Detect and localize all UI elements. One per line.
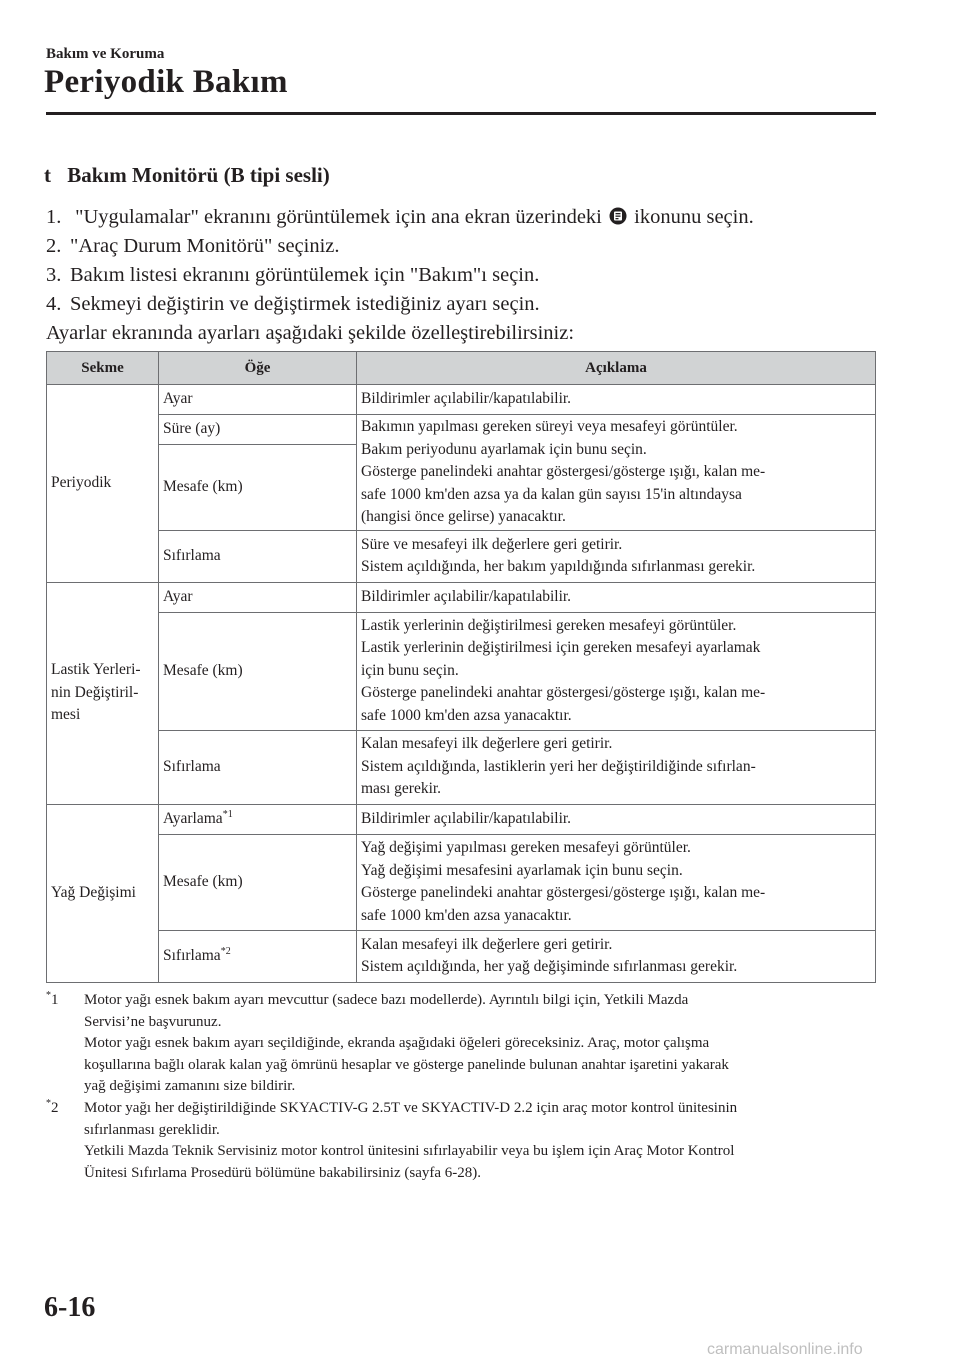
table-row <box>47 834 876 930</box>
item-text: Sıfırlama <box>163 946 221 964</box>
item-cell: Sıfırlama <box>159 730 357 804</box>
section-label: Bakım ve Koruma <box>46 46 165 62</box>
table-row <box>47 612 876 730</box>
table-header-row <box>47 352 876 385</box>
header-item: Öğe <box>159 352 357 385</box>
header-tab: Sekme <box>47 352 159 385</box>
page-title: Periyodik Bakım <box>44 64 288 100</box>
step-text: Sekmeyi değiştirin ve değiştirmek istediğiniz ayarı seçin. <box>70 293 540 315</box>
footnote-1 <box>46 990 876 1098</box>
step-2 <box>46 232 906 261</box>
intro-text: Ayarlar ekranında ayarları aşağıdaki şekilde özelleştirebilirsiniz: <box>46 322 575 344</box>
table-row <box>47 730 876 804</box>
item-cell: Ayar <box>159 385 357 415</box>
step-3 <box>46 261 906 290</box>
title-rule <box>46 112 876 115</box>
desc-cell: Bildirimler açılabilir/kapatılabilir. <box>357 385 876 415</box>
desc-cell: Bakımın yapılması gereken süreyi veya mesafeyi görüntüler. Bakım periyodunu ayarlamak için bunu seçin. Gösterge panelindeki anahtar göstergesi/gösterge ışığı, kalan me- safe 1000 km'den azsa ya da kalan gün sayısı 15'in altındaysa (hangisi önce gelirse) yanacaktır. <box>357 415 876 531</box>
item-cell: Mesafe (km) <box>159 612 357 730</box>
page-number: 6-16 <box>44 1292 96 1323</box>
table-row <box>47 415 876 445</box>
header-description: Açıklama <box>357 352 876 385</box>
subheading-text: Bakım Monitörü (B tipi sesli) <box>67 163 330 187</box>
footnote-star: * <box>46 990 51 1001</box>
table-row <box>47 804 876 834</box>
applications-icon <box>609 207 627 225</box>
desc-cell: Bildirimler açılabilir/kapatılabilir. <box>357 804 876 834</box>
step-4 <box>46 290 906 319</box>
item-cell: Süre (ay) <box>159 415 357 445</box>
item-cell: Mesafe (km) <box>159 445 357 530</box>
table-row <box>47 930 876 982</box>
step-1 <box>46 203 906 232</box>
desc-cell: Kalan mesafeyi ilk değerlere geri getirir. Sistem açıldığında, lastiklerin yeri her değiştirildiğinde sıfırlan- ması gerekir. <box>357 730 876 804</box>
item-cell: Ayar <box>159 582 357 612</box>
subheading-marker: t <box>44 163 51 187</box>
tab-cell: Periyodik <box>47 385 159 583</box>
desc-cell: Lastik yerlerinin değiştirilmesi gereken mesafeyi görüntüler. Lastik yerlerinin değiştirilmesi için gereken mesafeyi ayarlamak için bunu seçin. Gösterge panelindeki anahtar göstergesi/gösterge ışığı, kalan me- safe 1000 km'den azsa yanacaktır. <box>357 612 876 730</box>
footnotes <box>46 990 876 1184</box>
step-text: "Araç Durum Monitörü" seçiniz. <box>70 235 340 257</box>
item-cell: Mesafe (km) <box>159 834 357 930</box>
footnote-ref: *1 <box>222 808 233 820</box>
step-number: 3. <box>46 264 62 286</box>
step-text: "Uygulamalar" ekranını görüntülemek için ana ekran üzerindeki <box>75 206 602 228</box>
tab-cell: Lastik Yerleri- nin Değiştiril- mesi <box>47 582 159 804</box>
footnote-star: * <box>46 1097 51 1109</box>
step-text-end: ikonunu seçin. <box>634 206 754 228</box>
step-number: 2. <box>46 235 62 257</box>
step-number: 1. <box>46 206 62 228</box>
footnote-text: Motor yağı her değiştirildiğinde SKYACTIV-G 2.5T ve SKYACTIV-D 2.2 için araç motor kontrol ünitesinin sıfırlanması gereklidir. Yetkili Mazda Teknik Servisiniz motor kontrol ünitesini sıfırlayabilir veya bu işlem için Araç Motor Kontrol Ünitesi Sıfırlama Prosedürü bölümüne bakabilirsiniz (sayfa 6-28). <box>84 1099 738 1181</box>
footnote-2 <box>46 1098 876 1184</box>
table-row <box>47 530 876 582</box>
footnote-ref: *2 <box>220 945 231 957</box>
desc-cell: Yağ değişimi yapılması gereken mesafeyi görüntüler. Yağ değişimi mesafesini ayarlamak için bunu seçin. Gösterge panelindeki anahtar göstergesi/gösterge ışığı, kalan me- safe 1000 km'den azsa yanacaktır. <box>357 834 876 930</box>
steps-list <box>46 203 906 348</box>
subheading <box>44 163 330 188</box>
table-row <box>47 385 876 415</box>
footnote-number: 2 <box>51 1099 59 1116</box>
footnote-text: Motor yağı esnek bakım ayarı mevcuttur (sadece bazı modellerde). Ayrıntılı bilgi için, Yetkili Mazda Servisi’ne başvurunuz. Motor yağı esnek bakım ayarı seçildiğinde, ekranda aşağıdaki öğeleri göreceksiniz. Araç, motor çalışma koşullarına bağlı olarak kalan yağ ömrünü hesaplar ve gösterge panelinde bulunan anahtar işaretini yakarak yağ değişimi zamanını size bildirir. <box>84 992 729 1095</box>
footnote-number: 1 <box>51 992 59 1008</box>
desc-cell: Bildirimler açılabilir/kapatılabilir. <box>357 582 876 612</box>
watermark: carmanualsonline.info <box>707 1341 863 1358</box>
footnote-marker <box>46 1098 59 1120</box>
desc-cell: Kalan mesafeyi ilk değerlere geri getirir. Sistem açıldığında, her yağ değişiminde sıfırlanması gerekir. <box>357 930 876 982</box>
item-cell: Sıfırlama <box>159 530 357 582</box>
footnote-marker <box>46 990 59 1012</box>
desc-cell: Süre ve mesafeyi ilk değerlere geri getirir. Sistem açıldığında, her bakım yapıldığında sıfırlanması gerekir. <box>357 530 876 582</box>
item-cell <box>159 930 357 982</box>
item-cell <box>159 804 357 834</box>
settings-table <box>46 351 876 983</box>
tab-cell: Yağ Değişimi <box>47 804 159 982</box>
item-text: Ayarlama <box>163 809 223 827</box>
step-number: 4. <box>46 293 62 315</box>
table-row <box>47 582 876 612</box>
step-text: Bakım listesi ekranını görüntülemek için "Bakım"ı seçin. <box>70 264 540 286</box>
